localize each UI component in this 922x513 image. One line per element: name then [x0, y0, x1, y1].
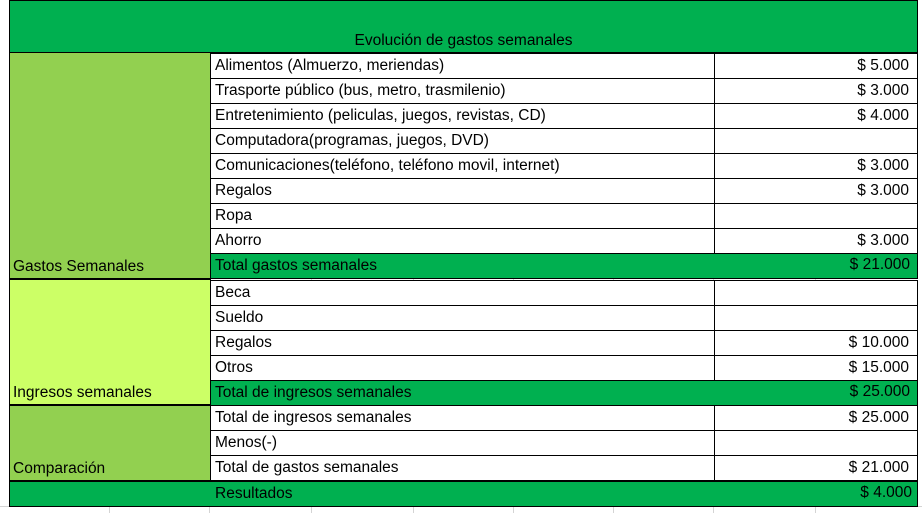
item-name-cell[interactable]: Otros	[210, 355, 715, 381]
item-name-cell[interactable]: Total de gastos semanales	[210, 455, 715, 481]
item-name-cell[interactable]: Ahorro	[210, 228, 715, 254]
total-name-cell[interactable]: Total gastos semanales	[210, 253, 918, 279]
section-label-ingresos-text: Ingresos semanales	[13, 384, 152, 401]
item-name-cell[interactable]: Menos(-)	[210, 430, 715, 456]
item-name-cell[interactable]: Alimentos (Almuerzo, meriendas)	[210, 53, 715, 79]
item-amount-cell[interactable]: $ 15.000	[714, 355, 918, 381]
item-amount-cell[interactable]	[714, 203, 918, 229]
item-amount-cell[interactable]	[714, 280, 918, 306]
item-name-cell[interactable]: Regalos	[210, 330, 715, 356]
item-amount-cell[interactable]: $ 5.000	[714, 53, 918, 79]
item-amount-cell[interactable]: $ 4.000	[714, 103, 918, 129]
total-name-cell[interactable]: Total de ingresos semanales	[210, 380, 918, 406]
result-amount[interactable]: $ 4.000	[860, 484, 912, 501]
item-name-cell[interactable]: Comunicaciones(teléfono, teléfono movil, internet)	[210, 153, 715, 179]
section-label-gastos[interactable]	[9, 52, 211, 279]
item-amount-cell[interactable]: $ 3.000	[714, 178, 918, 204]
item-name-cell[interactable]: Sueldo	[210, 305, 715, 331]
total-amount-cell[interactable]: $ 25.000	[849, 383, 910, 400]
item-amount-cell[interactable]	[714, 430, 918, 456]
item-amount-cell[interactable]: $ 10.000	[714, 330, 918, 356]
item-amount-cell[interactable]: $ 21.000	[714, 455, 918, 481]
item-name-cell[interactable]: Beca	[210, 280, 715, 306]
item-amount-cell[interactable]: $ 3.000	[714, 228, 918, 254]
result-label[interactable]: Resultados	[9, 481, 918, 507]
item-name-cell[interactable]: Total de ingresos semanales	[210, 405, 715, 431]
item-name-cell[interactable]: Entretenimiento (peliculas, juegos, revistas, CD)	[210, 103, 715, 129]
item-amount-cell[interactable]: $ 3.000	[714, 153, 918, 179]
item-amount-cell[interactable]: $ 3.000	[714, 78, 918, 104]
item-name-cell[interactable]: Regalos	[210, 178, 715, 204]
item-amount-cell[interactable]	[714, 128, 918, 154]
section-label-gastos-text: Gastos Semanales	[13, 258, 144, 275]
item-name-cell[interactable]: Trasporte público (bus, metro, trasmilenio)	[210, 78, 715, 104]
section-label-comparacion[interactable]	[9, 405, 211, 481]
item-amount-cell[interactable]	[714, 305, 918, 331]
item-name-cell[interactable]: Computadora(programas, juegos, DVD)	[210, 128, 715, 154]
sheet-title[interactable]: Evolución de gastos semanales	[9, 0, 918, 53]
total-amount-cell[interactable]: $ 21.000	[849, 256, 910, 273]
section-label-ingresos[interactable]	[9, 279, 211, 405]
item-name-cell[interactable]: Ropa	[210, 203, 715, 229]
item-amount-cell[interactable]: $ 25.000	[714, 405, 918, 431]
section-label-comparacion-text: Comparación	[13, 460, 106, 477]
